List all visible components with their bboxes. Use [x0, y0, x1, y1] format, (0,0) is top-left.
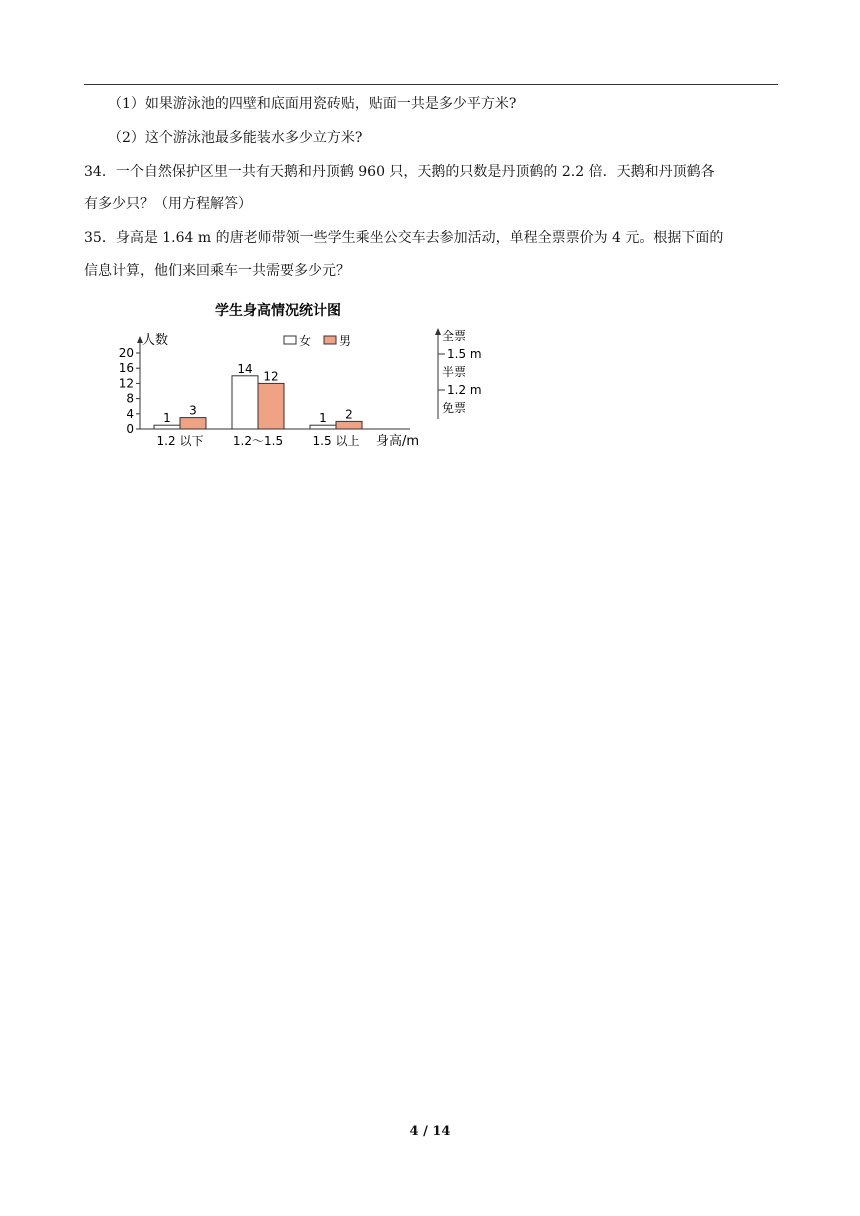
question-33-part-1: （1）如果游泳池的四壁和底面用瓷砖贴，贴面一共是多少平方米? [108, 96, 517, 112]
x-tick-label: 1.2 以下 [156, 434, 204, 448]
bar-value-label: 1 [163, 411, 171, 426]
bar [232, 376, 258, 429]
legend-swatch [324, 336, 336, 344]
question-35-line-1: 35．身高是 1.64 m 的唐老师带领一些学生乘坐公交车去参加活动，单程全票票价为 4 元。根据下面的 [84, 230, 724, 246]
question-33-part-2: （2）这个游泳池最多能装水多少立方米? [108, 130, 363, 146]
question-34-line-1: 34．一个自然保护区里一共有天鹅和丹顶鹤 960 只，天鹅的只数是丹顶鹤的 2.2 倍．天鹅和丹顶鹤各 [84, 164, 715, 180]
y-tick-label: 8 [126, 391, 134, 406]
y-tick-label: 12 [118, 376, 134, 391]
y-axis-label: 人数 [142, 333, 169, 348]
bar-value-label: 3 [189, 403, 197, 418]
plot-area [119, 336, 410, 448]
x-axis-label: 身高/m [376, 434, 420, 449]
ticket-scale-label: 免票 [442, 401, 467, 415]
ticket-scale [435, 328, 482, 419]
legend-label: 女 [299, 334, 312, 348]
ticket-scale-label: 1.2 m [447, 383, 482, 397]
bar-value-label: 2 [345, 407, 353, 422]
height-bar-chart [100, 295, 500, 455]
bar [258, 383, 284, 429]
ticket-scale-label: 全票 [442, 329, 467, 343]
ticket-scale-arrow [435, 328, 441, 335]
legend [284, 334, 351, 348]
header-rule [84, 84, 778, 85]
question-35-line-2: 信息计算，他们来回乘车一共需要多少元？ [84, 263, 350, 279]
ticket-scale-label: 半票 [442, 365, 467, 379]
bar [336, 421, 362, 429]
bar-value-label: 14 [237, 361, 253, 376]
legend-swatch [284, 336, 296, 344]
bar [310, 425, 336, 429]
y-tick-label: 16 [118, 361, 134, 376]
bar [154, 425, 180, 429]
page-number: 4 / 14 [409, 1124, 451, 1139]
bar-value-label: 12 [263, 369, 279, 384]
question-34-line-2: 有多少只？（用方程解答） [84, 196, 252, 212]
bar [180, 418, 206, 429]
legend-label: 男 [339, 334, 352, 348]
y-tick-label: 0 [126, 422, 134, 436]
ticket-scale-label: 1.5 m [447, 347, 482, 361]
x-tick-label: 1.5 以上 [312, 434, 360, 448]
y-tick-label: 20 [118, 346, 134, 360]
y-tick-label: 4 [126, 406, 134, 421]
bar-value-label: 1 [319, 411, 327, 426]
x-tick-label: 1.2～1.5 [232, 434, 284, 448]
chart-title: 学生身高情况统计图 [215, 303, 341, 319]
